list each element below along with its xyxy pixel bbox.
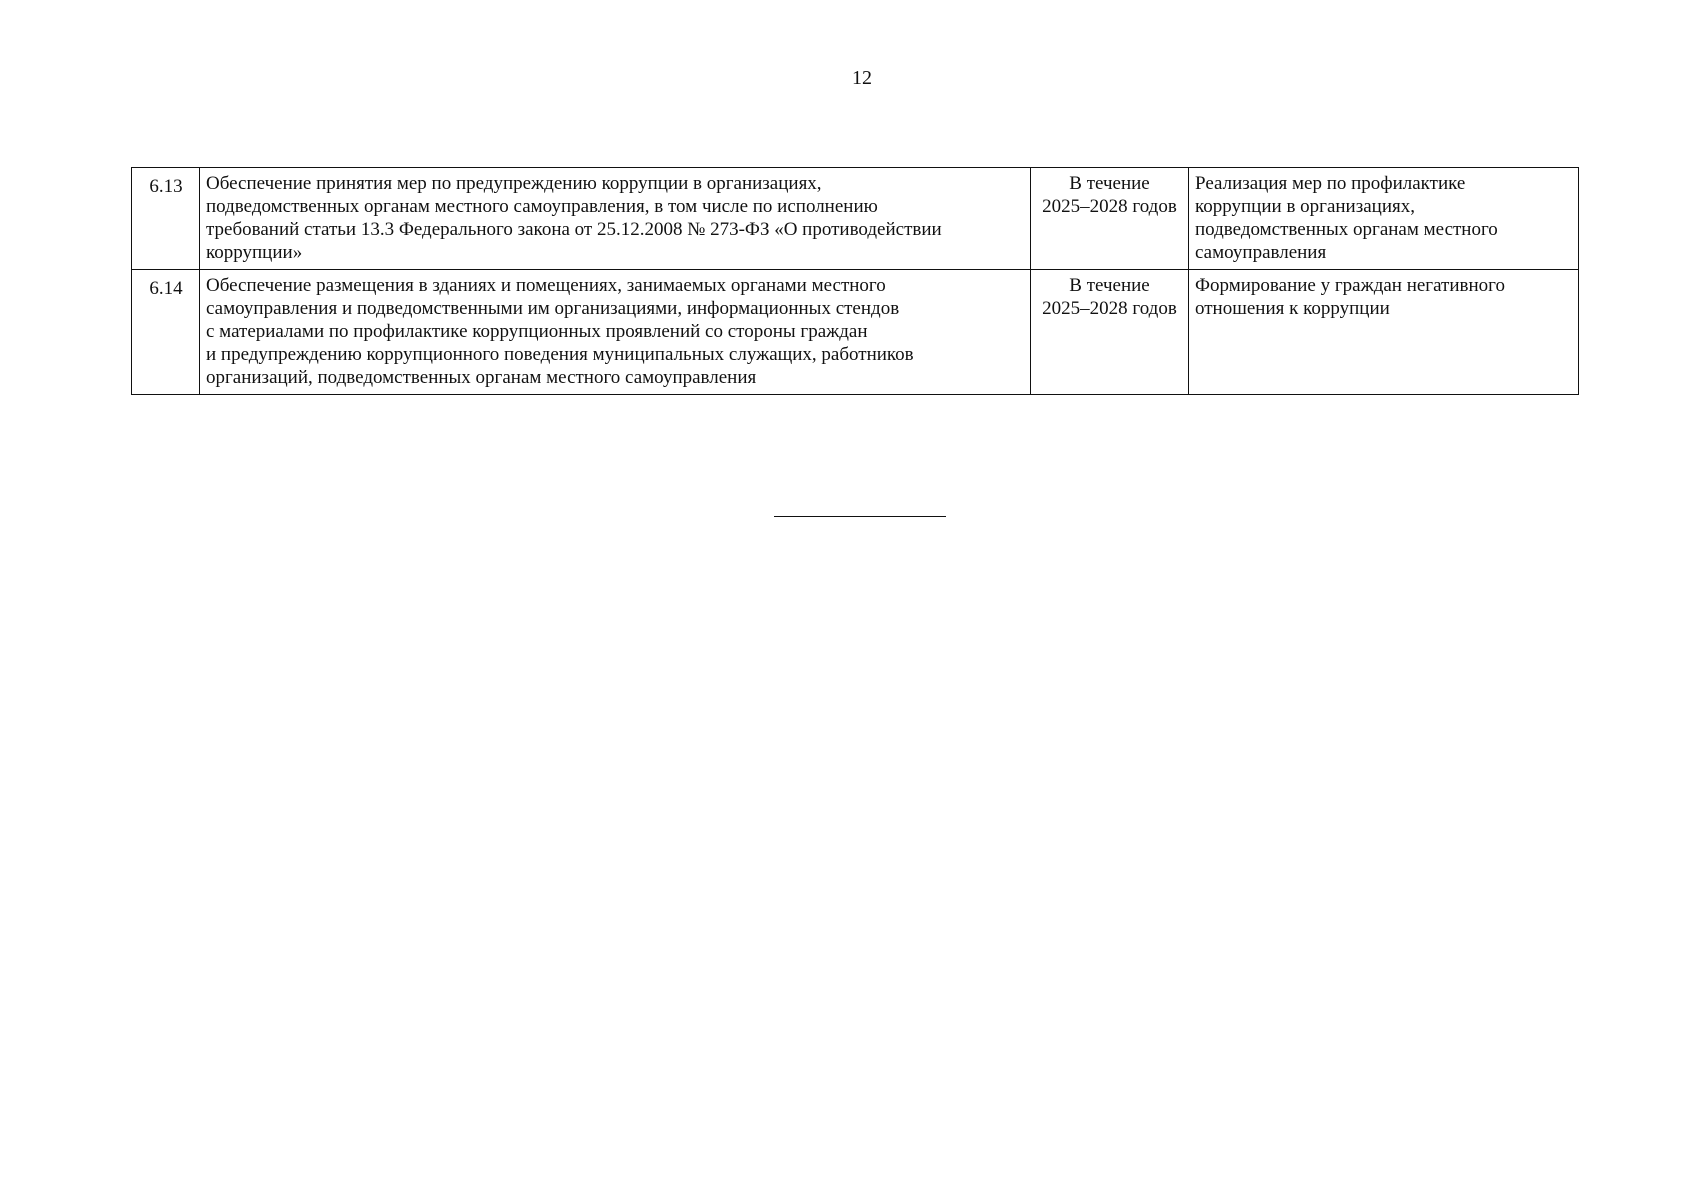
term-line: 2025–2028 годов xyxy=(1042,196,1177,217)
page-number: 12 xyxy=(852,67,872,89)
table-row xyxy=(132,270,1579,395)
result-line: Формирование у граждан негативного xyxy=(1195,275,1505,296)
result-cell xyxy=(1189,270,1579,395)
measure-line: и предупреждению коррупционного поведения муниципальных служащих, работников xyxy=(206,344,914,365)
measure-cell xyxy=(200,168,1031,270)
result-line: коррупции в организациях, xyxy=(1195,196,1415,217)
result-line: самоуправления xyxy=(1195,242,1327,263)
measure-line: Обеспечение размещения в зданиях и помещениях, занимаемых органами местного xyxy=(206,275,886,296)
row-number: 6.14 xyxy=(132,270,200,395)
row-number: 6.13 xyxy=(132,168,200,270)
measure-line: с материалами по профилактике коррупционных проявлений со стороны граждан xyxy=(206,321,868,342)
result-line: Реализация мер по профилактике xyxy=(1195,173,1466,194)
term-cell xyxy=(1031,168,1189,270)
measures-table xyxy=(131,167,1579,395)
result-cell xyxy=(1189,168,1579,270)
measure-line: самоуправления и подведомственными им организациями, информационных стендов xyxy=(206,298,900,319)
term-line: В течение xyxy=(1069,275,1150,296)
measure-line: Обеспечение принятия мер по предупреждению коррупции в организациях, xyxy=(206,173,822,194)
measure-line: требований статьи 13.3 Федерального закона от 25.12.2008 № 273-ФЗ «О противодействии xyxy=(206,219,942,240)
result-line: подведомственных органам местного xyxy=(1195,219,1498,240)
measure-line: подведомственных органам местного самоуправления, в том числе по исполнению xyxy=(206,196,878,217)
end-of-document-divider xyxy=(774,516,946,517)
measure-cell xyxy=(200,270,1031,395)
measure-line: коррупции» xyxy=(206,242,303,263)
term-line: В течение xyxy=(1069,173,1150,194)
table-row xyxy=(132,168,1579,270)
term-line: 2025–2028 годов xyxy=(1042,298,1177,319)
term-cell xyxy=(1031,270,1189,395)
measure-line: организаций, подведомственных органам местного самоуправления xyxy=(206,367,757,388)
result-line: отношения к коррупции xyxy=(1195,298,1390,319)
